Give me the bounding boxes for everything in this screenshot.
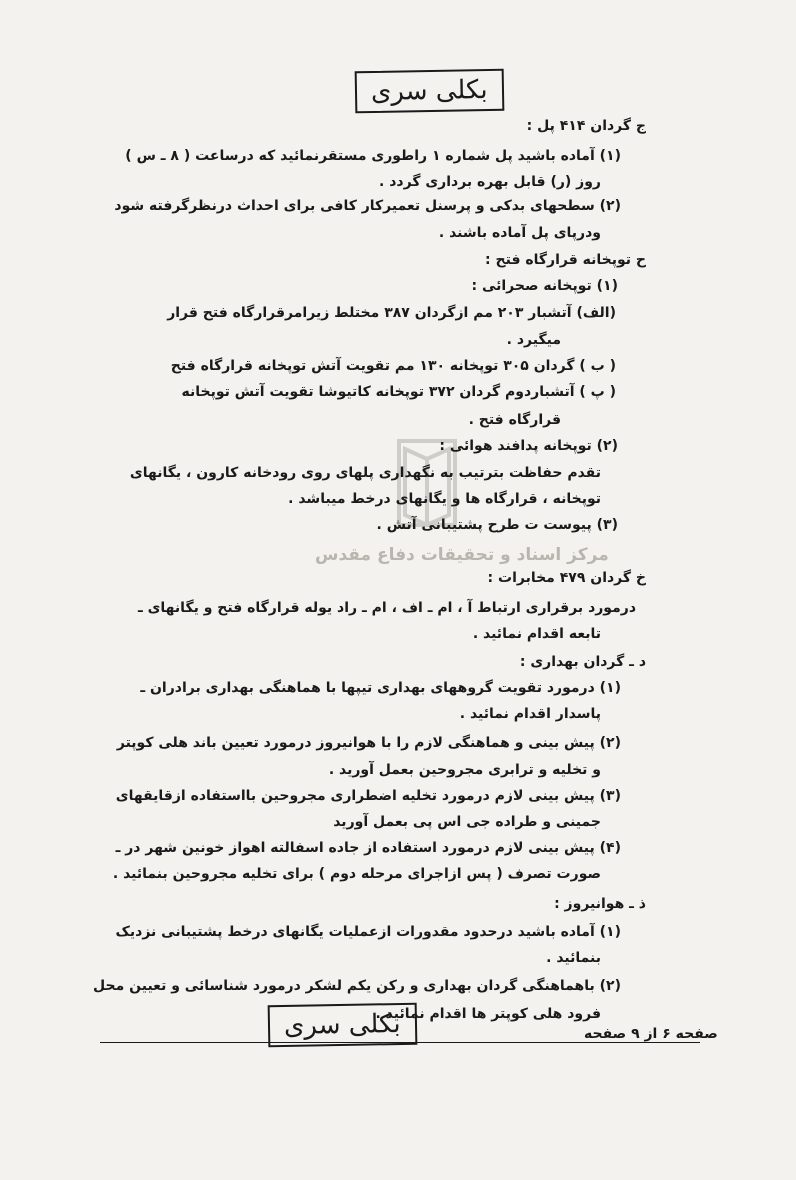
- text-line: ودرپای پل آماده باشند .: [438, 225, 601, 241]
- text-line: روز (ر) قابل بهره برداری گردد .: [379, 174, 601, 190]
- page-number: صفحه ۶ از ۹ صفحه: [584, 1026, 718, 1042]
- text-line: درمورد برقراری ارتباط آ ، ام ـ اف ، ام ـ راد یوله قرارگاه فتح و یگانهای ـ: [137, 600, 636, 616]
- text-line: خ گردان ۴۷۹ مخابرات :: [487, 570, 646, 586]
- text-line: (الف) آتشبار ۲۰۳ مم ازگردان ۳۸۷ مختلط زیرامرقرارگاه فتح قرار: [167, 305, 616, 321]
- text-line: ج گردان ۴۱۴ پل :: [526, 118, 646, 134]
- text-line: ( پ ) آتشباردوم گردان ۳۷۲ توپخانه کاتیوشا تقویت آتش توپخانه: [181, 384, 616, 400]
- text-line: (۴) پیش بینی لازم درمورد استفاده از جاده اسفالته اهواز خونین شهر در ـ: [115, 840, 621, 856]
- text-line: توپخانه ، قرارگاه ها و یگانهای درخط میباشد .: [288, 491, 601, 507]
- text-line: (۳) پیوست ت طرح پشتیبانی آتش .: [376, 517, 618, 533]
- text-line: د ـ گردان بهداری :: [519, 654, 646, 670]
- text-line: (۱) آماده باشید پل شماره ۱ راطوری مستقرنمائید که درساعت ( ۸ ـ س ): [125, 148, 621, 164]
- text-line: صورت تصرف ( پس ازاجرای مرحله دوم ) برای تخلیه مجروحین بنمائید .: [112, 866, 601, 882]
- text-line: تقدم حفاظت بترتیب به نگهداری پلهای روی رودخانه کارون ، یگانهای: [129, 465, 601, 481]
- text-line: تابعه اقدام نمائید .: [472, 626, 601, 642]
- text-line: پاسدار اقدام نمائید .: [459, 706, 601, 722]
- text-line: (۲) توپخانه پدافند هوائی :: [439, 438, 618, 454]
- text-line: بنمائید .: [546, 950, 601, 966]
- text-line: (۲) باهماهنگی گردان بهداری و رکن یکم لشکر درمورد شناسائی و تعیین محل: [93, 978, 621, 994]
- classification-stamp-bottom: بکلی سری: [268, 1003, 417, 1048]
- archive-watermark: مرکز اسناد و تحقیقات دفاع مقدس: [315, 545, 609, 565]
- text-line: (۱) آماده باشید درحدود مقدورات ازعملیات یگانهای درخط پشتیبانی نزدیک: [115, 924, 621, 940]
- text-line: ح توپخانه قرارگاه فتح :: [485, 252, 646, 268]
- text-line: قرارگاه فتح .: [468, 412, 561, 428]
- classification-stamp-top: بکلی سری: [355, 69, 504, 114]
- text-line: (۲) پیش بینی و هماهنگی لازم را با هوانیروز درمورد تعیین باند هلی کوپتر: [116, 735, 621, 751]
- text-line: جمینی و طراده جی اس پی بعمل آورید: [333, 814, 601, 830]
- text-line: ( ب ) گردان ۳۰۵ توپخانه ۱۳۰ مم تقویت آتش توپخانه قرارگاه فتح: [170, 358, 616, 374]
- footer-divider: [100, 1042, 700, 1043]
- text-line: (۳) پیش بینی لازم درمورد تخلیه اضطراری مجروحین بااستفاده ازقایقهای: [115, 788, 621, 804]
- text-line: (۱) توپخانه صحرائی :: [471, 278, 618, 294]
- text-line: میگیرد .: [506, 332, 561, 348]
- text-line: ذ ـ هوانیروز :: [554, 896, 646, 912]
- text-line: و تخلیه و ترابری مجروحین بعمل آورید .: [328, 762, 601, 778]
- text-line: فرود هلی کوپتر ها اقدام نمائید .: [375, 1006, 601, 1022]
- text-line: (۲) سطحهای بدکی و پرسنل تعمیرکار کافی برای احداث درنظرگرفته شود: [114, 198, 621, 214]
- text-line: (۱) درمورد تقویت گروههای بهداری تیپها با هماهنگی بهداری برادران ـ: [140, 680, 621, 696]
